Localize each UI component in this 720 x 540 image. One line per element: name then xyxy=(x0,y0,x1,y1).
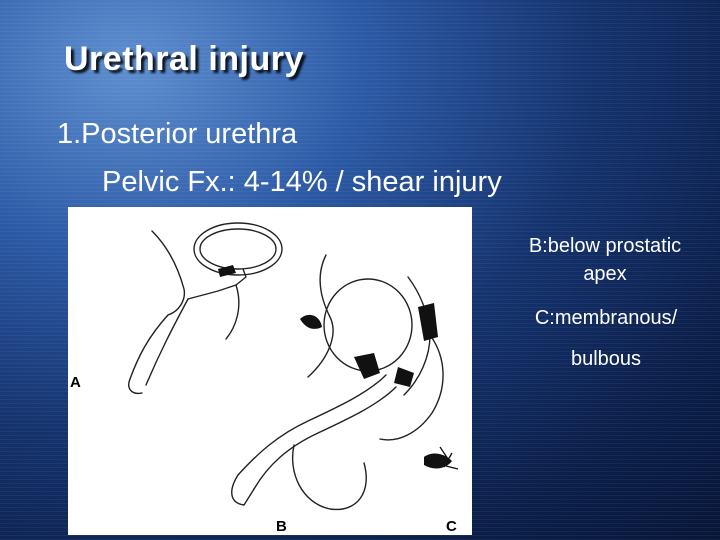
caption-c-bottom xyxy=(508,345,704,373)
label-b: B xyxy=(276,518,287,535)
caption-b-line2: apex xyxy=(583,263,627,285)
bullet-posterior-urethra: 1.Posterior urethra xyxy=(57,118,298,150)
urethra-b-upper xyxy=(238,375,386,475)
scrotum-a xyxy=(226,285,239,339)
tissue-b-dark-4 xyxy=(394,367,414,387)
caption-c-line2: bulbous xyxy=(570,348,642,370)
tissue-b-dark-2 xyxy=(354,353,380,379)
scrotum-b xyxy=(293,445,367,509)
glans-b xyxy=(232,475,254,505)
slide-title: Urethral injury xyxy=(64,40,304,78)
bladder-a-shape xyxy=(194,223,282,275)
penis-a-shaft-top xyxy=(130,315,168,379)
label-c: C xyxy=(446,518,457,535)
urethral-injury-figure xyxy=(68,207,472,535)
label-a: A xyxy=(70,374,81,391)
caption-c-line1: C:membranous/ xyxy=(534,307,678,329)
glans-a xyxy=(129,379,142,393)
bladder-a-inner xyxy=(200,229,276,269)
penis-a-upper xyxy=(152,231,184,315)
penis-a-shaft-bottom xyxy=(146,299,188,385)
caption-c xyxy=(508,304,704,332)
urethra-anatomy-illustration xyxy=(68,207,472,535)
bullet-pelvic-fracture: Pelvic Fx.: 4-14% / shear injury xyxy=(102,166,502,198)
urethra-a-path xyxy=(188,269,246,299)
caption-b-line1: B:below prostatic xyxy=(528,235,682,257)
tissue-b-dark-3 xyxy=(418,303,438,341)
caption-b xyxy=(500,232,710,288)
urethra-b-lower xyxy=(254,387,396,489)
tissue-b-dark-1 xyxy=(300,315,322,329)
